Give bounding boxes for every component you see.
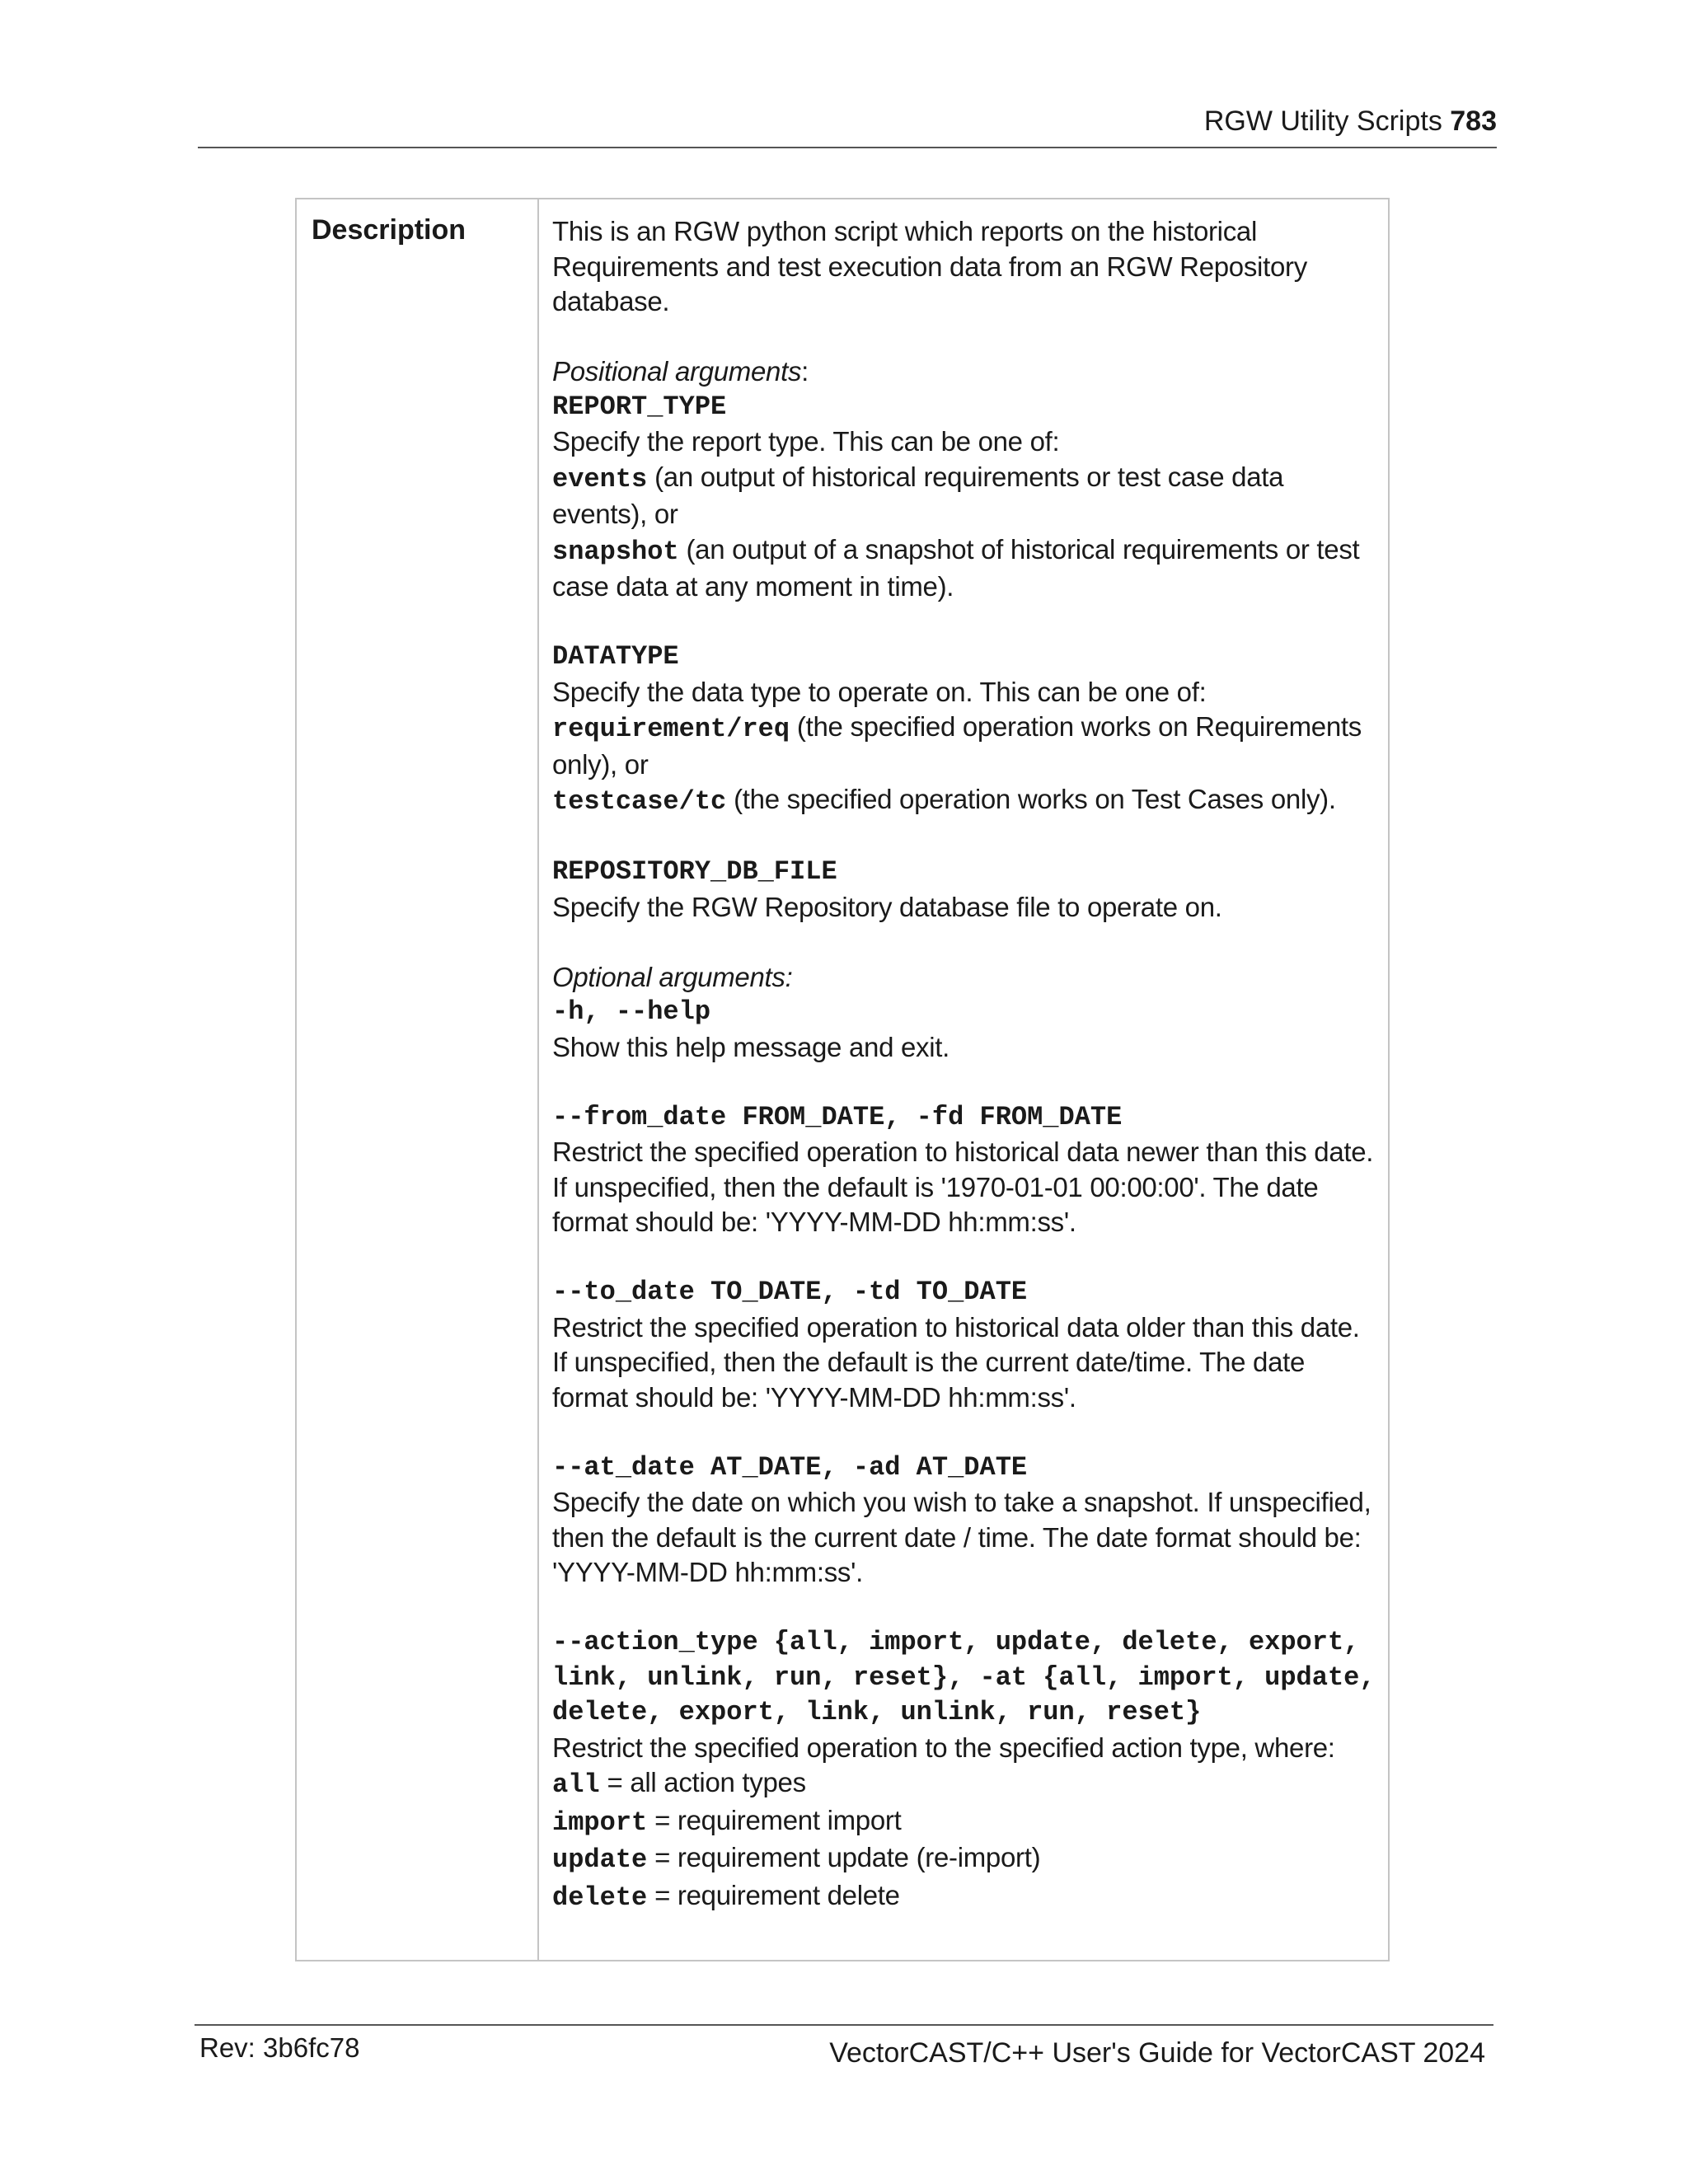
repo-file-name: REPOSITORY_DB_FILE: [552, 856, 837, 887]
help-desc: Show this help message and exit.: [552, 1031, 950, 1062]
action-type-item: all = all action types: [552, 1767, 806, 1800]
revision-label: Rev: 3b6fc78: [199, 2032, 360, 2063]
report-type-block: [552, 354, 1376, 605]
to-date-desc: Restrict the specified operation to historical data older than this date. If unspecified, then the default is the current date/time. The date format should be: 'YYYY-MM-DD hh:mm:ss'.: [552, 1311, 1360, 1413]
from-date-block: [552, 1100, 1376, 1240]
action-type-name: --action_type {all, import, update, delete, export, link, unlink, run, reset}, -at {all, import, update, delete, export, link, unlink, run, reset}: [552, 1627, 1376, 1727]
description-label: Description: [312, 214, 467, 246]
at-date-desc: Specify the date on which you wish to take a snapshot. If unspecified, then the default is the current date / time. The date format should be: 'YYYY-MM-DD hh:mm:ss'.: [552, 1487, 1372, 1587]
action-type-item: update = requirement update (re-import): [552, 1842, 1041, 1875]
to-date-block: [552, 1275, 1376, 1415]
at-date-name: --at_date AT_DATE, -ad AT_DATE: [552, 1451, 1028, 1483]
report-type-desc: Specify the report type. This can be one of:: [552, 426, 1060, 457]
optional-heading: Optional arguments:: [552, 961, 793, 992]
datatype-block: [552, 640, 1376, 820]
intro-paragraph: This is an RGW python script which reports on the historical Requirements and test execution data from an RGW Repository database.: [552, 216, 1307, 316]
page-footer: [195, 2024, 1493, 2069]
datatype-name: DATATYPE: [552, 641, 679, 672]
page-header: [198, 104, 1497, 148]
datatype-desc: Specify the data type to operate on. This can be one of:: [552, 676, 1207, 707]
report-type-option: snapshot (an output of a snapshot of historical requirements or test case data at any moment in time).: [552, 533, 1360, 602]
from-date-desc: Restrict the specified operation to historical data newer than this date. If unspecified, then the default is '1970-01-01 00:00:00'. The date format should be: 'YYYY-MM-DD hh:mm:ss'.: [552, 1137, 1374, 1237]
report-type-name: REPORT_TYPE: [552, 391, 727, 422]
description-table: [295, 198, 1390, 1961]
positional-heading: Positional arguments:: [552, 356, 809, 387]
repo-file-block: [552, 855, 1376, 925]
action-type-desc: Restrict the specified operation to the specified action type, where:: [552, 1732, 1335, 1763]
action-type-item: delete = requirement delete: [552, 1879, 900, 1913]
from-date-name: --from_date FROM_DATE, -fd FROM_DATE: [552, 1101, 1123, 1132]
repo-file-desc: Specify the RGW Repository database file to operate on.: [552, 891, 1222, 922]
help-name: -h, --help: [552, 996, 711, 1027]
datatype-option: requirement/req (the specified operation works on Requirements only), or: [552, 711, 1362, 780]
description-content: [552, 214, 1376, 1915]
column-divider: [537, 199, 539, 1960]
help-block: [552, 960, 1376, 1066]
datatype-option: testcase/tc (the specified operation works on Test Cases only).: [552, 784, 1336, 817]
at-date-block: [552, 1451, 1376, 1591]
action-type-item: import = requirement import: [552, 1804, 902, 1838]
action-type-block: [552, 1625, 1376, 1915]
header-text: [1204, 105, 1497, 138]
page-number: 783: [1450, 105, 1497, 137]
header-section-title: RGW Utility Scripts: [1203, 105, 1442, 137]
guide-title: VectorCAST/C++ User's Guide for VectorCAST 2024: [829, 2037, 1485, 2069]
to-date-name: --to_date TO_DATE, -td TO_DATE: [552, 1277, 1028, 1307]
report-type-option: events (an output of historical requirements or test case data events), or: [552, 461, 1284, 529]
